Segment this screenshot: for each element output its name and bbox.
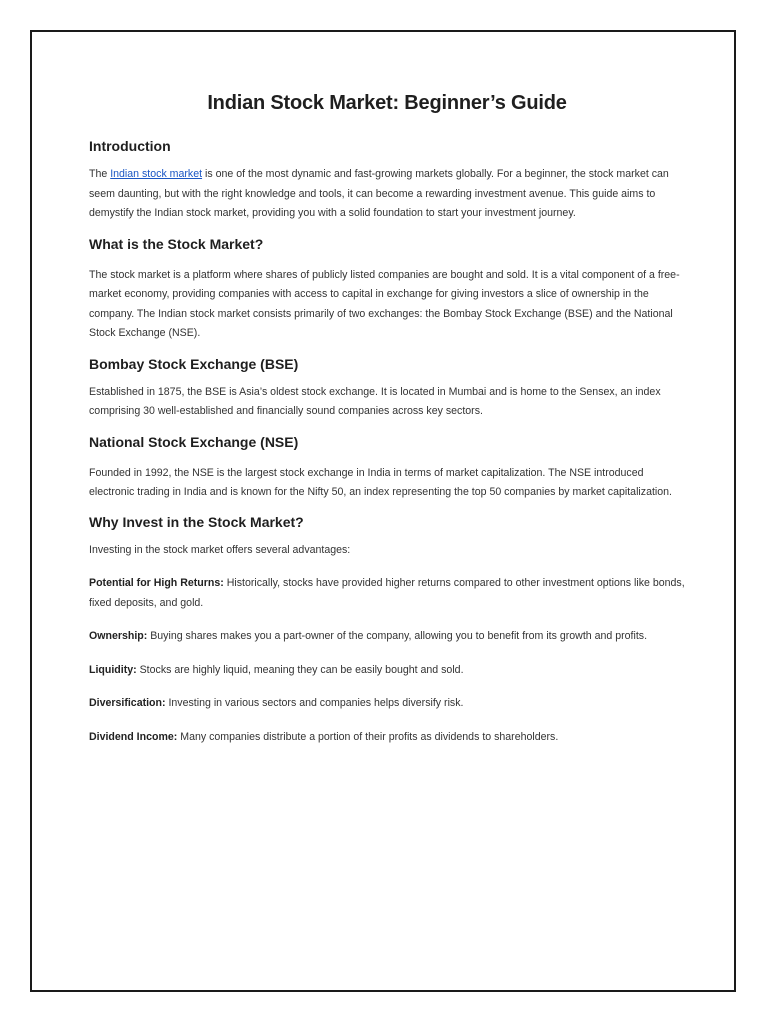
advantage-text: Stocks are highly liquid, meaning they can be easily bought and sold. <box>136 663 464 676</box>
advantage-term: Diversification: <box>89 697 166 709</box>
document-body <box>89 92 685 761</box>
bse-paragraph: Established in 1875, the BSE is Asia’s oldest stock exchange. It is located in Mumbai and is home to the Sensex, an index comprising 30 well-established and financially sound companies across key sectors. <box>89 385 661 417</box>
nse-heading: National Stock Exchange (NSE) <box>89 433 299 450</box>
indian-stock-market-link[interactable]: Indian stock market <box>110 168 203 180</box>
advantage-term: Dividend Income: <box>89 730 178 743</box>
advantage-text: Investing in various sectors and companies helps diversify risk. <box>165 697 464 709</box>
advantage-diversification <box>89 694 685 714</box>
introduction-text-rest: is one of the most dynamic and fast-growing markets globally. For a beginner, the stock market can seem daunting, but with the right knowledge and tools, it can become a rewarding investment avenue. This guide aims to demystify the Indian stock market, providing you with a solid foundation to start your investment journey. <box>89 168 669 219</box>
advantage-term: Potential for High Returns: <box>89 577 224 589</box>
what-is-stock-market-paragraph: The stock market is a platform where shares of publicly listed companies are bought and sold. It is a vital component of a free-market economy, providing companies with access to capital in exchange for giving investors a slice of ownership in the company. The Indian stock market consists primarily of two exchanges: the Bombay Stock Exchange (BSE) and the National Stock Exchange (NSE). <box>89 268 680 339</box>
advantage-term: Liquidity: <box>89 663 137 676</box>
advantage-high-returns <box>89 574 685 613</box>
advantage-text: Buying shares makes you a part-owner of the company, allowing you to benefit from its growth and profits. <box>147 630 648 642</box>
why-invest-heading: Why Invest in the Stock Market? <box>89 513 304 530</box>
introduction-text-start: The <box>89 168 111 180</box>
bse-heading: Bombay Stock Exchange (BSE) <box>89 355 299 372</box>
document-title: Indian Stock Market: Beginner’s Guide <box>207 92 567 114</box>
nse-paragraph: Founded in 1992, the NSE is the largest stock exchange in India in terms of market capitalization. The NSE introduced electronic trading in India and is known for the Nifty 50, an index representing the top 50 companies by market capitalization. <box>89 466 672 498</box>
advantage-liquidity <box>89 661 685 681</box>
why-invest-intro: Investing in the stock market offers several advantages: <box>89 543 351 556</box>
advantage-ownership <box>89 627 685 647</box>
advantage-text: Historically, stocks have provided higher returns compared to other investment options like bonds, fixed deposits, and gold. <box>89 577 685 609</box>
introduction-heading: Introduction <box>89 138 171 154</box>
advantage-term: Ownership: <box>89 630 148 642</box>
introduction-paragraph <box>89 165 685 224</box>
advantage-dividend-income <box>89 728 685 748</box>
advantage-text: Many companies distribute a portion of their profits as dividends to shareholders. <box>177 730 559 743</box>
what-is-stock-market-heading: What is the Stock Market? <box>89 235 264 252</box>
